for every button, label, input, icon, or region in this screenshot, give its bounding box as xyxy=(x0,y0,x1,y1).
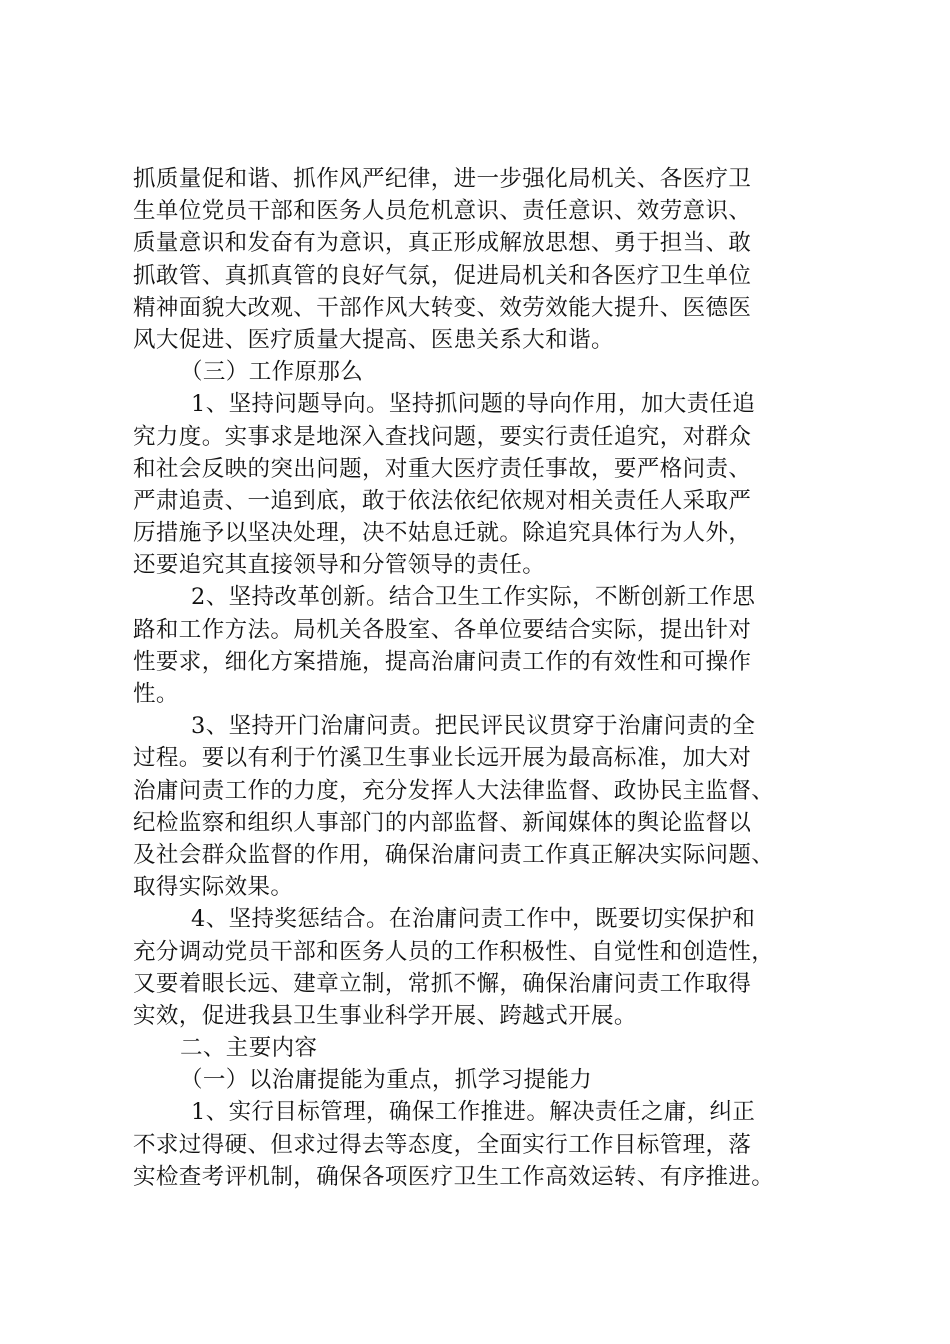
document-body xyxy=(133,163,833,1193)
text-line: 风大促进、医疗质量大提高、医患关系大和谐。 xyxy=(133,326,614,353)
text-line: 实效，促进我县卫生事业科学开展、跨越式开展。 xyxy=(133,1002,637,1029)
text-line: 精神面貌大改观、干部作风大转变、效劳效能大提升、医德医 xyxy=(133,294,752,321)
text-line: 取得实际效果。 xyxy=(133,874,294,901)
section-heading: 二、主要内容 xyxy=(180,1035,318,1062)
text-line: 不求过得硬、但求过得去等态度，全面实行工作目标管理，落 xyxy=(133,1131,752,1158)
text-line: 充分调动党员干部和医务人员的工作积极性、自觉性和创造性， xyxy=(133,938,775,965)
paragraph-start: 3、坚持开门治庸问责。把民评民议贯穿于治庸问责的全 xyxy=(191,713,756,740)
text-line: 生单位党员干部和医务人员危机意识、责任意识、效劳意识、 xyxy=(133,198,752,225)
paragraph-start: 1、坚持问题导向。坚持抓问题的导向作用，加大责任追 xyxy=(191,391,756,418)
text-line: 厉措施予以坚决处理，决不姑息迁就。除追究具体行为人外， xyxy=(133,520,752,547)
text-line: 实检查考评机制，确保各项医疗卫生工作高效运转、有序推进。 xyxy=(133,1163,775,1190)
text-line: 纪检监察和组织人事部门的内部监督、新闻媒体的舆论监督以 xyxy=(133,809,752,836)
section-heading: （三）工作原那么 xyxy=(180,359,364,386)
text-line: 还要追究其直接领导和分管领导的责任。 xyxy=(133,552,546,579)
text-line: 治庸问责工作的力度，充分发挥人大法律监督、政协民主监督、 xyxy=(133,777,775,804)
text-line: 过程。要以有利于竹溪卫生事业长远开展为最高标准，加大对 xyxy=(133,745,752,772)
text-line: 质量意识和发奋有为意识，真正形成解放思想、勇于担当、敢 xyxy=(133,230,752,257)
paragraph-start: 2、坚持改革创新。结合卫生工作实际，不断创新工作思 xyxy=(191,584,756,611)
text-line: 性要求，细化方案措施，提高治庸问责工作的有效性和可操作 xyxy=(133,648,752,675)
text-line: 究力度。实事求是地深入查找问题，要实行责任追究，对群众 xyxy=(133,423,752,450)
paragraph-start: 4、坚持奖惩结合。在治庸问责工作中，既要切实保护和 xyxy=(191,906,756,933)
text-line: 路和工作方法。局机关各股室、各单位要结合实际，提出针对 xyxy=(133,616,752,643)
text-line: 性。 xyxy=(133,681,179,707)
paragraph-start: 1、实行目标管理，确保工作推进。解决责任之庸，纠正 xyxy=(191,1099,756,1126)
text-line: 及社会群众监督的作用，确保治庸问责工作真正解决实际问题、 xyxy=(133,841,775,868)
text-line: 和社会反映的突出问题，对重大医疗责任事故，要严格问责、 xyxy=(133,455,752,482)
subsection-heading: （一）以治庸提能为重点，抓学习提能力 xyxy=(180,1067,593,1094)
text-line: 又要着眼长远、建章立制，常抓不懈，确保治庸问责工作取得 xyxy=(133,970,752,997)
text-line: 抓敢管、真抓真管的良好气氛，促进局机关和各医疗卫生单位 xyxy=(133,262,752,289)
text-line: 抓质量促和谐、抓作风严纪律，进一步强化局机关、各医疗卫 xyxy=(133,166,752,192)
text-line: 严肃追责、一追到底，敢于依法依纪依规对相关责任人采取严 xyxy=(133,487,752,514)
